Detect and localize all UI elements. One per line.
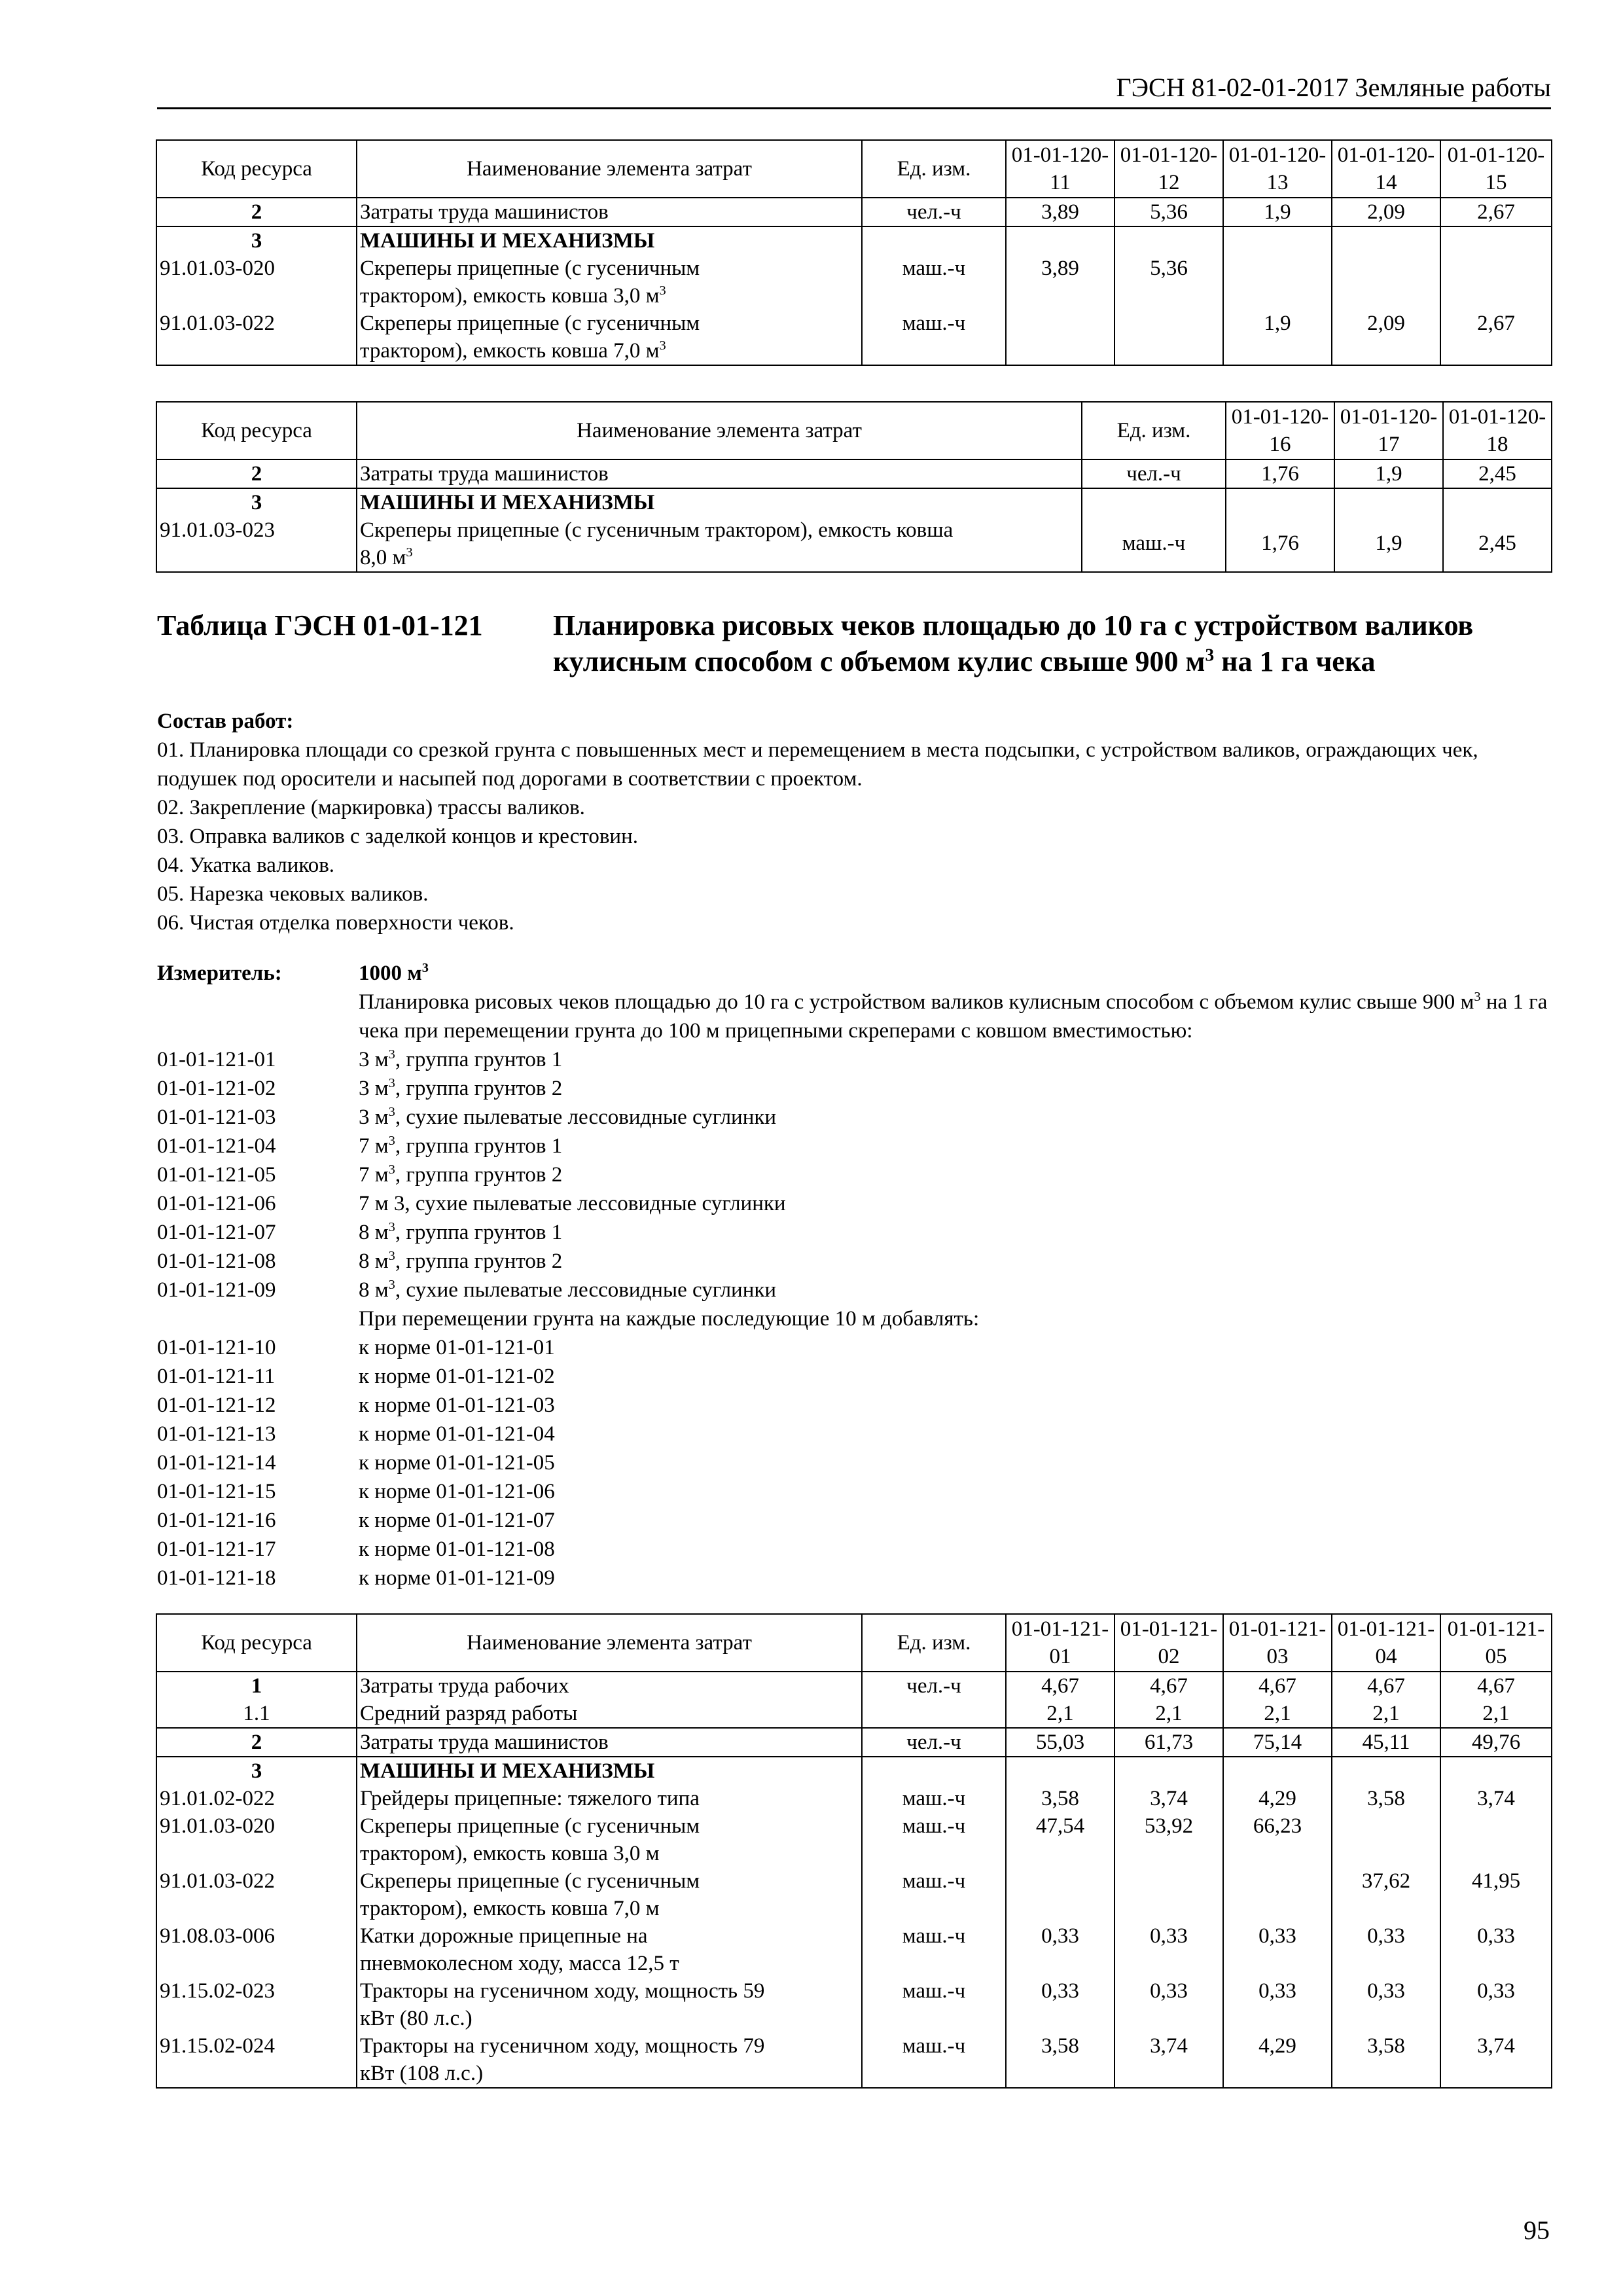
measure-unit: 1000 $м^3$: [359, 961, 429, 985]
norm-text: 7 м 3, сухие пылеватые лессовидные суглинки: [359, 1192, 786, 1215]
norm-code: 01-01-121-11: [157, 1365, 276, 1388]
table-row: 91.01.03-022 Скреперы прицепные (с гусеничным трактором), емкость ковша 7,0 м маш.-ч 37,62 41,95: [156, 1867, 1552, 1922]
norm-row: [157, 1074, 1551, 1103]
norm-row: [157, 1189, 1551, 1218]
norm-row: [157, 1420, 1551, 1448]
norm-code: 01-01-121-04: [157, 1134, 276, 1158]
col-header-name: Наименование элемента затрат: [357, 140, 862, 198]
norm-code: 01-01-121-14: [157, 1451, 276, 1475]
norm-text: 7 $м^3$, группа грунтов 1: [359, 1134, 563, 1158]
norm-row: [157, 1045, 1551, 1074]
norm-text: к норме 01-01-121-01: [359, 1336, 555, 1359]
norm-row: [157, 1506, 1551, 1535]
col-header-code: Код ресурса: [156, 402, 357, 459]
list-item: 04. Укатка валиков.: [157, 853, 335, 877]
table-row: 91.15.02-023 Тракторы на гусеничном ходу, мощность 59 кВт (80 л.с.) маш.-ч 0,33 0,33 0,33 0,33 0,33: [156, 1977, 1552, 2032]
page-number: 95: [1524, 2215, 1550, 2245]
resource-table-120-16-18: [156, 401, 1552, 573]
norm-code: 01-01-121-06: [157, 1192, 276, 1215]
norm-text: к норме 01-01-121-06: [359, 1480, 555, 1503]
norm-row: [157, 1564, 1551, 1592]
col-header-norm: 01-01-120-16: [1226, 402, 1334, 459]
extra-note: При перемещении грунта на каждые последующие 10 м добавлять:: [359, 1307, 980, 1331]
norm-code: 01-01-121-07: [157, 1221, 276, 1244]
col-header-norm: 01-01-120-14: [1332, 140, 1440, 198]
work-composition-heading: Состав работ:: [157, 709, 294, 733]
list-item: 05. Нарезка чековых валиков.: [157, 882, 429, 906]
norm-text: 8 $м^3$, сухие пылеватые лессовидные суглинки: [359, 1278, 777, 1302]
col-header-norm: 01-01-120-13: [1223, 140, 1332, 198]
norm-row: [157, 1477, 1551, 1506]
col-header-name: Наименование элемента затрат: [357, 402, 1082, 459]
col-header-norm: 01-01-121-05: [1440, 1614, 1552, 1672]
norm-text: 8 $м^3$, группа грунтов 1: [359, 1220, 563, 1244]
col-header-norm: 01-01-121-04: [1332, 1614, 1440, 1672]
table-row: 91.01.03-023 Скреперы прицепные (с гусеничным трактором), емкость ковша 8,0 $м^3$ маш.-ч 1,76 1,9 2,45: [156, 516, 1552, 572]
norm-row: [157, 1276, 1551, 1304]
norm-code: 01-01-121-05: [157, 1163, 276, 1187]
table-row: 2 Затраты труда машинистов чел.-ч 1,76 1,9 2,45: [156, 459, 1552, 488]
norm-code: 01-01-121-02: [157, 1077, 276, 1100]
norm-text: к норме 01-01-121-07: [359, 1509, 555, 1532]
norm-text: к норме 01-01-121-03: [359, 1393, 555, 1417]
norm-code: 01-01-121-01: [157, 1048, 276, 1071]
list-item: 02. Закрепление (маркировка) трассы валиков.: [157, 796, 585, 819]
norm-row: [157, 1247, 1551, 1276]
table-row: 3 МАШИНЫ И МЕХАНИЗМЫ: [156, 226, 1552, 255]
norm-code: 01-01-121-12: [157, 1393, 276, 1417]
norm-text: 3 $м^3$, группа грунтов 2: [359, 1076, 563, 1100]
table-row: 91.01.03-022 Скреперы прицепные (с гусеничным трактором), емкость ковша 7,0 $м^3$ маш.-ч 1,9 2,09 2,67: [156, 310, 1552, 365]
norm-code: 01-01-121-09: [157, 1278, 276, 1302]
measure-description: Планировка рисовых чеков площадью до 10 га с устройством валиков кулисным способом с объемом кулис свыше 900 $м^3$ на 1 га чека при перемещении грунта до 100 м прицепными скреперами с ковшом вместимостью:: [359, 990, 1548, 1043]
list-item: 01. Планировка площади со срезкой грунта с повышенных мест и перемещением в места подсыпки, с устройством валиков, ограждающих чек, подушек под оросители и насыпей под дорогами в соответствии с проектом.: [157, 738, 1478, 791]
list-item: 03. Оправка валиков с заделкой концов и крестовин.: [157, 825, 639, 848]
col-header-norm: 01-01-120-17: [1334, 402, 1443, 459]
table-row: 91.01.02-022 Грейдеры прицепные: тяжелого типа маш.-ч 3,58 3,74 4,29 3,58 3,74: [156, 1785, 1552, 1812]
norm-code: 01-01-121-10: [157, 1336, 276, 1359]
resource-table-120-11-15: [156, 139, 1552, 366]
table-row: 1.1 Средний разряд работы 2,1 2,1 2,1 2,1 2,1: [156, 1700, 1552, 1728]
table-row: 91.15.02-024 Тракторы на гусеничном ходу, мощность 79 кВт (108 л.с.) маш.-ч 3,58 3,74 4,29 3,58 3,74: [156, 2032, 1552, 2088]
norm-row: [157, 1160, 1551, 1189]
norm-code: 01-01-121-08: [157, 1249, 276, 1273]
header-rule: [157, 107, 1551, 109]
measure-block: [157, 959, 1551, 1592]
resource-table-121-01-05: [156, 1613, 1552, 2089]
col-header-unit: Ед. изм.: [1082, 402, 1226, 459]
work-composition: [157, 707, 1551, 937]
norm-row: [157, 1218, 1551, 1247]
norm-row: [157, 1535, 1551, 1564]
col-header-norm: 01-01-120-15: [1440, 140, 1552, 198]
col-header-code: Код ресурса: [156, 140, 357, 198]
norm-code: 01-01-121-16: [157, 1509, 276, 1532]
table-row: 3 МАШИНЫ И МЕХАНИЗМЫ: [156, 488, 1552, 516]
norm-text: 3 $м^3$, группа грунтов 1: [359, 1047, 563, 1071]
col-header-norm: 01-01-121-01: [1006, 1614, 1115, 1672]
norm-text: к норме 01-01-121-02: [359, 1365, 555, 1388]
table-row: 91.01.03-020 Скреперы прицепные (с гусеничным трактором), емкость ковша 3,0 м маш.-ч 47,54 53,92 66,23: [156, 1812, 1552, 1867]
norm-row: [157, 1448, 1551, 1477]
table-title: Планировка рисовых чеков площадью до 10 га с устройством валиков кулисным способом с объемом кулис свыше 900 $м^3$ на 1 га чека: [553, 609, 1474, 677]
col-header-unit: Ед. изм.: [862, 1614, 1006, 1672]
norm-code: 01-01-121-17: [157, 1537, 276, 1561]
table-row: 91.08.03-006 Катки дорожные прицепные на пневмоколесном ходу, масса 12,5 т маш.-ч 0,33 0,33 0,33 0,33 0,33: [156, 1922, 1552, 1977]
norm-row: [157, 1391, 1551, 1420]
col-header-norm: 01-01-120-11: [1006, 140, 1115, 198]
norm-text: к норме 01-01-121-04: [359, 1422, 555, 1446]
col-header-name: Наименование элемента затрат: [357, 1614, 862, 1672]
norm-text: 7 $м^3$, группа грунтов 2: [359, 1162, 563, 1187]
running-header: ГЭСН 81-02-01-2017 Земляные работы: [1116, 73, 1551, 102]
norm-row: [157, 1333, 1551, 1362]
table-row: 2 Затраты труда машинистов чел.-ч 3,89 5,36 1,9 2,09 2,67: [156, 198, 1552, 226]
norm-row: [157, 1103, 1551, 1132]
col-header-code: Код ресурса: [156, 1614, 357, 1672]
norm-code: 01-01-121-03: [157, 1105, 276, 1129]
col-header-norm: 01-01-120-12: [1115, 140, 1223, 198]
norm-text: 8 $м^3$, группа грунтов 2: [359, 1249, 563, 1273]
norm-text: к норме 01-01-121-05: [359, 1451, 555, 1475]
col-header-norm: 01-01-120-18: [1443, 402, 1552, 459]
norm-row: [157, 1362, 1551, 1391]
col-header-norm: 01-01-121-02: [1115, 1614, 1223, 1672]
norm-code: 01-01-121-15: [157, 1480, 276, 1503]
norm-text: 3 $м^3$, сухие пылеватые лессовидные суглинки: [359, 1105, 777, 1129]
norm-text: к норме 01-01-121-09: [359, 1566, 555, 1590]
norm-row: [157, 1132, 1551, 1160]
norm-code: 01-01-121-18: [157, 1566, 276, 1590]
table-row: 2 Затраты труда машинистов чел.-ч 55,03 61,73 75,14 45,11 49,76: [156, 1728, 1552, 1757]
table-row: 3 МАШИНЫ И МЕХАНИЗМЫ: [156, 1757, 1552, 1785]
col-header-unit: Ед. изм.: [862, 140, 1006, 198]
col-header-norm: 01-01-121-03: [1223, 1614, 1332, 1672]
table-row: 1 Затраты труда рабочих чел.-ч 4,67 4,67 4,67 4,67 4,67: [156, 1672, 1552, 1700]
table-row: 91.01.03-020 Скреперы прицепные (с гусеничным трактором), емкость ковша 3,0 $м^3$ маш.-ч 3,89 5,36: [156, 255, 1552, 310]
table-label: Таблица ГЭСН 01-01-121: [157, 609, 483, 641]
norm-text: к норме 01-01-121-08: [359, 1537, 555, 1561]
norm-code: 01-01-121-13: [157, 1422, 276, 1446]
list-item: 06. Чистая отделка поверхности чеков.: [157, 911, 514, 935]
measure-label: Измеритель:: [157, 961, 282, 985]
